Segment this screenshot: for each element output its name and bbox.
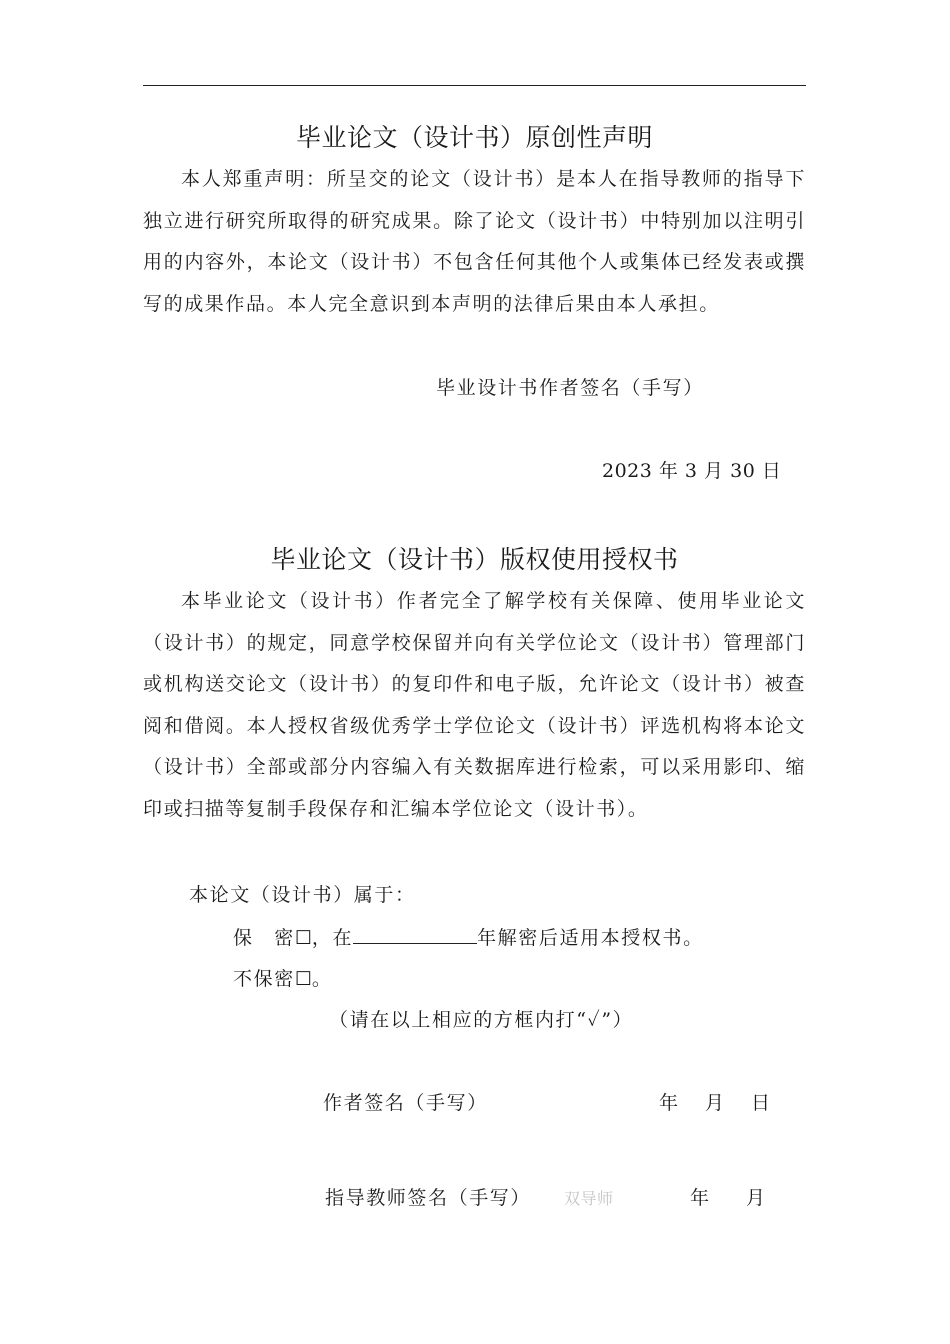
advisor-date: 年 月	[690, 1187, 770, 1209]
declaration-signature-label: 毕业设计书作者签名（手写）	[436, 377, 704, 399]
author-date: 年 月 日	[659, 1092, 775, 1114]
option-secret-suffix: 年解密后适用本授权书。	[477, 927, 704, 949]
option-public-end: 。	[311, 968, 333, 990]
option-secret	[233, 923, 704, 950]
option-public-label: 不保密	[233, 968, 295, 990]
option-public	[233, 964, 332, 991]
authorization-body: 本毕业论文（设计书）作者完全了解学校有关保障、使用毕业论文（设计书）的规定，同意学校保留并向有关学位论文（设计书）管理部门或机构送交论文（设计书）的复印件和电子版，允许论文（设计书）被查阅和借阅。本人授权省级优秀学士学位论文（设计书）评选机构将本论文（设计书）全部或部分内容编入有关数据库进行检索，可以采用影印、缩印或扫描等复制手段保存和汇编本学位论文（设计书）。	[143, 590, 806, 820]
declaration-body: 本人郑重声明：所呈交的论文（设计书）是本人在指导教师的指导下独立进行研究所取得的研究成果。除了论文（设计书）中特别加以注明引用的内容外，本论文（设计书）不包含任何其他个人或集体已经发表或撰写的成果作品。本人完全意识到本声明的法律后果由本人承担。	[143, 168, 806, 315]
advisor-note: 双导师	[564, 1189, 614, 1208]
belongs-label: 本论文（设计书）属于：	[189, 884, 416, 906]
public-checkbox[interactable]: ☐	[294, 968, 312, 990]
declaration-date: 2023 年 3 月 30 日	[602, 460, 782, 482]
secret-checkbox[interactable]: ☐	[294, 927, 312, 949]
declaration-title: 毕业论文（设计书）原创性声明	[295, 123, 653, 152]
option-secret-mid: ，在	[311, 927, 354, 949]
author-signature-label: 作者签名（手写）	[323, 1092, 488, 1114]
advisor-signature-label: 指导教师签名（手写）	[325, 1187, 532, 1209]
option-secret-prefix: 保 密	[233, 927, 295, 949]
authorization-title: 毕业论文（设计书）版权使用授权书	[270, 545, 679, 574]
check-instruction: （请在以上相应的方框内打“✓”）	[329, 1009, 634, 1031]
header-rule	[143, 85, 806, 86]
year-blank[interactable]	[353, 925, 477, 944]
